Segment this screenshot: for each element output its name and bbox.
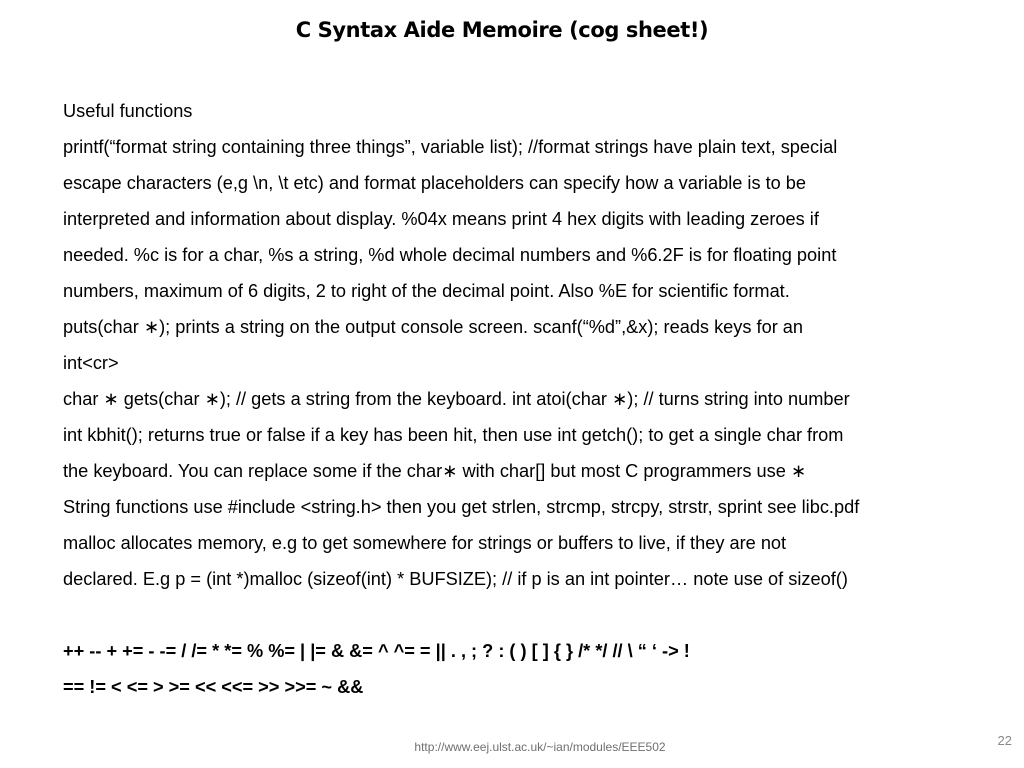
footer-url: http://www.eej.ulst.ac.uk/~ian/modules/EEE502	[414, 740, 666, 754]
operator-line: ++ -- + += - -= / /= * *= % %= | |= & &= ^ ^= = || . , ; ? : ( ) [ ] { } /* */ // \ “ ‘ -> !	[63, 641, 690, 661]
body-line: numbers, maximum of 6 digits, 2 to right of the decimal point. Also %E for scientific format.	[63, 281, 790, 301]
operator-line: == != < <= > >= << <<= >> >>= ~ &&	[63, 677, 364, 697]
body-line: malloc allocates memory, e.g to get somewhere for strings or buffers to live, if they are not	[63, 533, 787, 553]
body-line: String functions use #include <string.h> then you get strlen, strcmp, strcpy, strstr, sprint see libc.pdf	[63, 497, 860, 517]
spacer	[63, 597, 963, 633]
body-line: the keyboard. You can replace some if the char∗ with char[] but most C programmers use ∗	[63, 461, 807, 481]
page-number: 22	[997, 733, 1012, 748]
body-line: interpreted and information about display. %04x means print 4 hex digits with leading zeroes if	[63, 209, 819, 229]
body-line: needed. %c is for a char, %s a string, %d whole decimal numbers and %6.2F is for floating point	[63, 245, 837, 265]
body-line: declared. E.g p = (int *)malloc (sizeof(int) * BUFSIZE); // if p is an int pointer… note use of sizeof()	[63, 569, 848, 589]
body-line: int kbhit(); returns true or false if a key has been hit, then use int getch(); to get a single char from	[63, 425, 844, 445]
body-line: printf(“format string containing three things”, variable list); //format strings have plain text, special	[63, 137, 838, 157]
slide-title: C Syntax Aide Memoire (cog sheet!)	[295, 18, 709, 42]
operator-list	[63, 633, 963, 705]
body-line: int<cr>	[63, 353, 119, 373]
slide-body	[63, 93, 963, 705]
body-line: escape characters (e,g \n, \t etc) and format placeholders can specify how a variable is to be	[63, 173, 807, 193]
section-heading: Useful functions	[63, 101, 193, 121]
body-line: char ∗ gets(char ∗); // gets a string from the keyboard. int atoi(char ∗); // turns string into number	[63, 389, 850, 409]
body-line: puts(char ∗); prints a string on the output console screen. scanf(“%d”,&x); reads keys for an	[63, 317, 804, 337]
